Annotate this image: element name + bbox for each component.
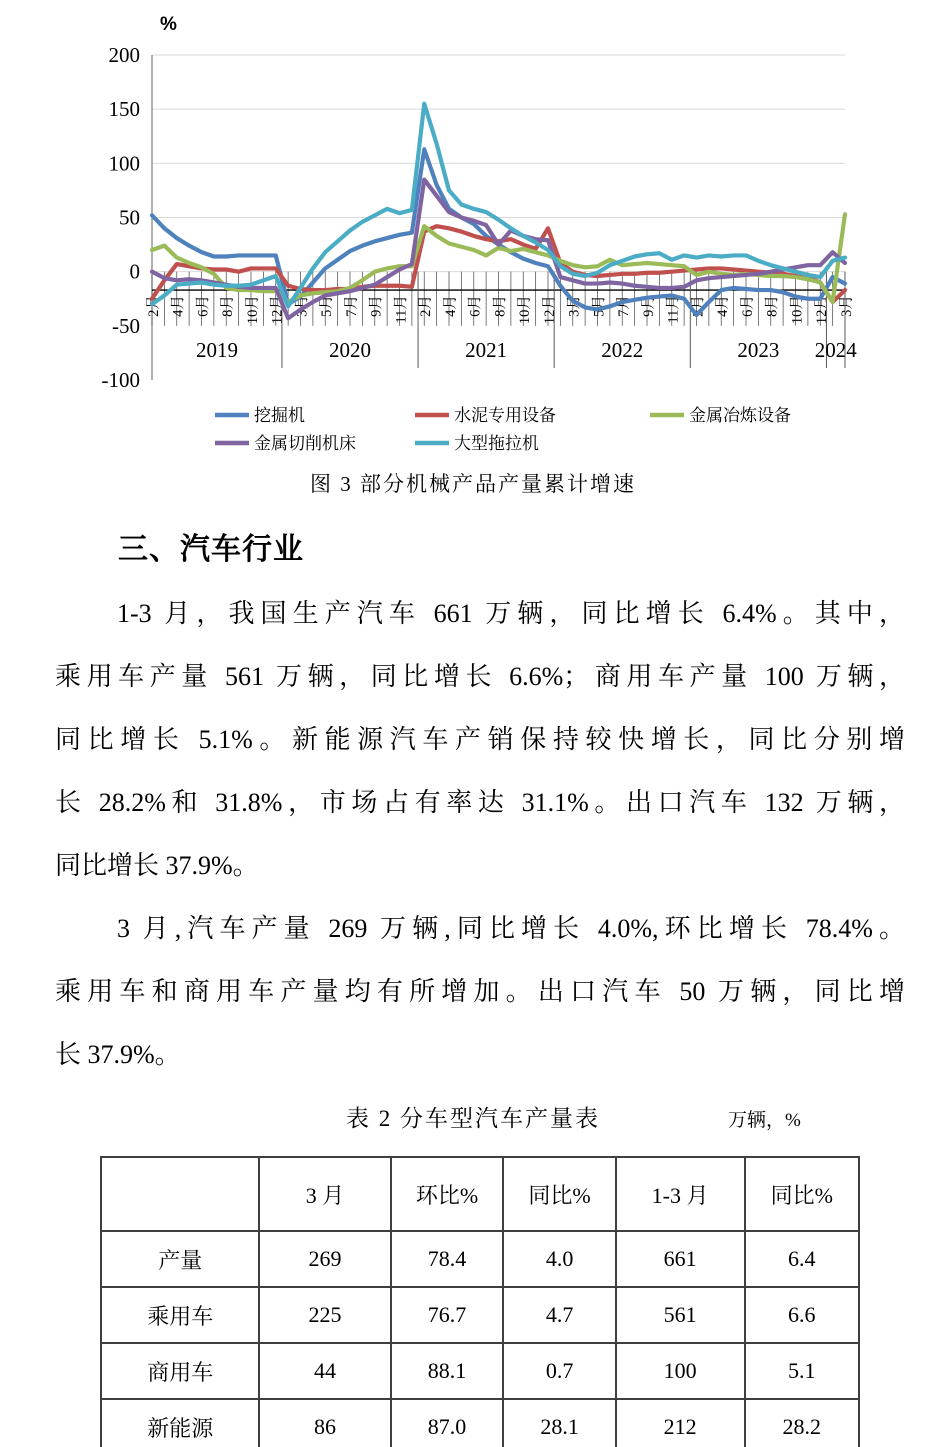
table-unit-label: 万辆，% (728, 1110, 801, 1131)
x-axis-month-label: 3月 (839, 295, 855, 317)
legend-label: 金属切削机床 (254, 434, 356, 452)
table-cell: 269 (259, 1231, 390, 1287)
table-column-header: 同比% (503, 1157, 615, 1231)
x-axis-year-label: 2019 (195, 338, 238, 362)
y-axis-unit-label: % (160, 14, 177, 35)
table-cell: 5.1 (745, 1343, 859, 1399)
paragraph-1-line: 同比增长 5.1%。新能源汽车产销保持较快增长，同比分别增 (55, 725, 905, 754)
table-row (101, 1287, 859, 1343)
figure-caption: 图 3 部分机械产品产量累计增速 (310, 472, 636, 496)
line-chart-canvas (0, 0, 946, 452)
y-axis-tick-label: -50 (112, 313, 140, 338)
x-axis-year-label: 2023 (737, 338, 780, 362)
table-column-header (101, 1157, 259, 1231)
table-cell: 4.0 (503, 1231, 615, 1287)
table-row (101, 1231, 859, 1287)
table-cell: 28.2 (745, 1399, 859, 1447)
x-axis-month-label: 2月 (690, 295, 707, 317)
table-cell: 86 (259, 1399, 390, 1447)
row-label: 产量 (101, 1231, 259, 1287)
table-cell: 6.4 (745, 1231, 859, 1287)
x-axis-month-label: 5月 (319, 295, 336, 317)
legend-label: 金属冶炼设备 (689, 406, 791, 425)
x-axis-month-label: 2月 (146, 295, 162, 317)
legend-label: 大型拖拉机 (454, 434, 539, 452)
paragraph-2-line: 乘用车和商用车产量均有所增加。出口汽车 50 万辆，同比增 (55, 977, 905, 1006)
table-cell: 76.7 (391, 1287, 504, 1343)
table-cell: 78.4 (391, 1231, 504, 1287)
table-cell: 87.0 (391, 1399, 504, 1447)
y-axis-tick-label: 150 (108, 97, 140, 122)
x-axis-month-label: 10月 (245, 295, 261, 325)
paragraph-1-line: 乘用车产量 561 万辆，同比增长 6.6%；商用车产量 100 万辆， (55, 662, 905, 691)
y-axis-tick-label: -100 (101, 368, 140, 392)
y-axis-tick-label: 100 (108, 151, 140, 176)
x-axis-month-label: 6月 (467, 295, 484, 317)
x-axis-month-label: 3月 (566, 295, 583, 317)
table-cell: 4.7 (503, 1287, 615, 1343)
body-paragraphs (0, 582, 905, 1086)
x-axis-month-label: 7月 (344, 295, 360, 317)
paragraph-1-line: 长 28.2%和 31.8%，市场占有率达 31.1%。出口汽车 132 万辆， (55, 788, 905, 817)
x-axis-month-label: 10月 (789, 295, 806, 325)
x-axis-month-label: 8月 (220, 295, 237, 317)
section-heading: 三、汽车行业 (118, 533, 304, 566)
x-axis-month-label: 8月 (764, 295, 781, 317)
paragraph-2-line: 长 37.9%。 (55, 1040, 181, 1069)
row-label: 新能源 (101, 1399, 259, 1447)
table-cell: 0.7 (503, 1343, 615, 1399)
x-axis-month-label: 7月 (616, 295, 633, 317)
x-axis-month-label: 10月 (517, 295, 534, 325)
x-axis-year-label: 2020 (329, 338, 371, 362)
table-column-header: 3 月 (259, 1157, 390, 1231)
vehicle-production-table (100, 1156, 860, 1447)
x-axis-month-label: 11月 (665, 295, 682, 324)
legend-label: 挖掘机 (254, 406, 305, 425)
table-column-header: 环比% (391, 1157, 504, 1231)
table-row (101, 1399, 859, 1447)
table-column-header: 同比% (745, 1157, 859, 1231)
x-axis-month-label: 9月 (641, 295, 657, 317)
x-axis-month-label: 5月 (591, 295, 608, 317)
y-axis-tick-label: 50 (119, 205, 140, 230)
table-cell: 100 (616, 1343, 745, 1399)
table-title: 表 2 分车型汽车产量表 (346, 1106, 600, 1131)
y-axis-tick-label: 0 (129, 259, 140, 284)
x-axis-month-label: 12月 (269, 295, 286, 325)
table-cell: 88.1 (391, 1343, 504, 1399)
table-cell: 561 (616, 1287, 745, 1343)
legend-label: 水泥专用设备 (454, 406, 556, 425)
y-axis-tick-label: 200 (108, 43, 140, 67)
table-cell: 28.1 (503, 1399, 615, 1447)
row-label: 商用车 (101, 1343, 259, 1399)
table-column-header: 1-3 月 (616, 1157, 745, 1231)
table-cell: 6.6 (745, 1287, 859, 1343)
x-axis-month-label: 4月 (170, 295, 187, 317)
x-axis-month-label: 12月 (542, 295, 558, 325)
table-cell: 44 (259, 1343, 390, 1399)
x-axis-month-label: 6月 (740, 295, 756, 317)
x-axis-month-label: 2月 (418, 295, 435, 317)
x-axis-month-label: 3月 (294, 295, 311, 317)
table-caption-row (0, 1100, 946, 1140)
x-axis-year-label: 2022 (601, 338, 644, 362)
x-axis-year-label: 2021 (465, 338, 508, 362)
x-axis-month-label: 9月 (368, 295, 385, 317)
x-axis-month-label: 4月 (715, 295, 732, 317)
x-axis-month-label: 6月 (195, 295, 212, 317)
x-axis-year-label: 2024 (814, 338, 857, 362)
paragraph-1-line: 1-3 月，我国生产汽车 661 万辆，同比增长 6.4%。其中， (117, 599, 905, 628)
paragraph-2-line: 3 月,汽车产量 269 万辆,同比增长 4.0%,环比增长 78.4%。 (117, 914, 905, 943)
x-axis-month-label: 4月 (443, 295, 459, 317)
table-cell: 225 (259, 1287, 390, 1343)
row-label: 乘用车 (101, 1287, 259, 1343)
x-axis-month-label: 8月 (492, 295, 509, 317)
machinery-growth-chart (0, 0, 946, 452)
table-row (101, 1343, 859, 1399)
table-header-row (101, 1157, 859, 1231)
table-cell: 661 (616, 1231, 745, 1287)
x-axis-month-label: 12月 (814, 295, 831, 325)
table-cell: 212 (616, 1399, 745, 1447)
x-axis-month-label: 11月 (393, 295, 410, 324)
paragraph-1-line: 同比增长 37.9%。 (55, 851, 259, 880)
